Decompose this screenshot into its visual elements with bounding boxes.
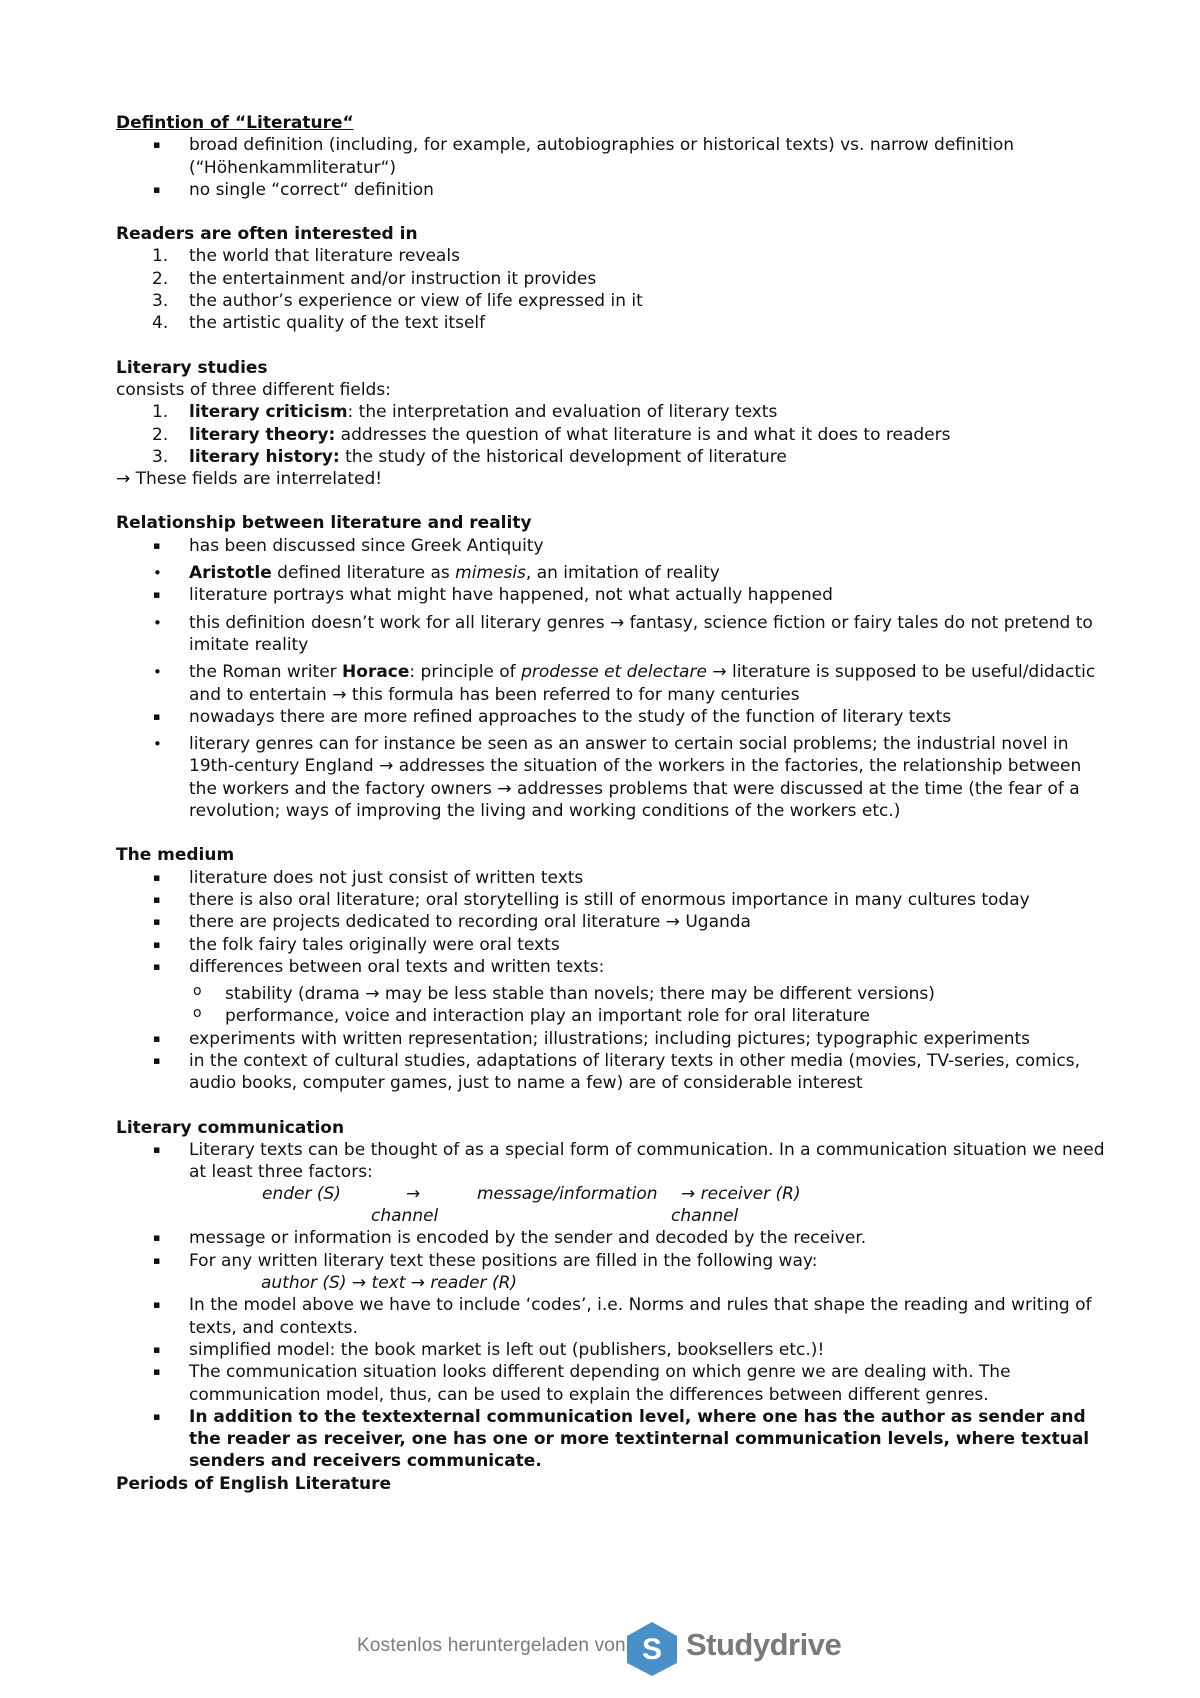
sub-list-item: o stability (drama → may be less stable than novels; there may be different versions) — [116, 983, 1106, 1005]
diagram-sender: ender (S) — [262, 1184, 341, 1205]
studydrive-brand[interactable]: Studydrive — [686, 1627, 842, 1662]
list-item: 1. the world that literature reveals — [152, 246, 460, 267]
download-footer — [0, 1615, 1200, 1677]
communication-diagram — [116, 1183, 1106, 1227]
reality-list — [116, 535, 1106, 823]
list-item: 2. the entertainment and/or instruction it provides — [152, 268, 597, 289]
list-item: ▪ simplified model: the book market is left out (publishers, booksellers etc.)! — [116, 1339, 1106, 1361]
list-item: ▪ broad definition (including, for example, autobiographies or historical texts) vs. narrow definition (“Höhenkammliteratur“) — [116, 134, 1106, 179]
list-item: ▪ in the context of cultural studies, adaptations of literary texts in other media (movies, TV-series, comics, audio books, computer games, just to name a few) are of considerable interest — [116, 1050, 1106, 1095]
list-item: ▪ differences between oral texts and written texts: — [116, 956, 1106, 978]
list-item: ▪ there are projects dedicated to recording oral literature → Uganda — [116, 911, 1106, 933]
list-item: ▪ no single “correct“ definition — [116, 179, 1106, 201]
heading-medium: The medium — [116, 845, 235, 866]
heading-literary-studies: Literary studies — [116, 357, 268, 378]
medium-list — [116, 867, 1106, 1095]
list-item: ▪ nowadays there are more refined approaches to the study of the function of literary texts — [116, 706, 1106, 728]
readers-list — [116, 245, 1106, 334]
studies-note: → These fields are interrelated! — [116, 469, 383, 490]
studies-list — [116, 401, 1106, 468]
studydrive-logo-icon — [625, 1621, 679, 1677]
list-item: 2. literary theory: addresses the question of what literature is and what it does to readers — [152, 424, 951, 445]
list-item: 3. the author’s experience or view of life expressed in it — [152, 291, 643, 312]
heading-communication: Literary communication — [116, 1117, 345, 1138]
list-item: ▪ Literary texts can be thought of as a special form of communication. In a communication situation we need at least three factors: — [116, 1139, 1106, 1184]
sub-list-item: o performance, voice and interaction play an important role for oral literature — [116, 1005, 1106, 1027]
heading-readers: Readers are often interested in — [116, 224, 418, 245]
communication-list — [116, 1139, 1106, 1184]
heading-definition: Defintion of “Literature“ — [116, 113, 354, 133]
diagram-message: message/information — [477, 1184, 658, 1205]
list-item: 1. literary criticism: the interpretation and evaluation of literary texts — [152, 402, 778, 423]
list-item: ▪ For any written literary text these positions are filled in the following way: — [116, 1250, 1106, 1272]
list-item: • the Roman writer Horace: principle of prodesse et delectare → literature is supposed to be useful/didactic and to entertain → this formula has been referred to for many centuries — [116, 661, 1106, 706]
footer-text: Kostenlos heruntergeladen von — [357, 1635, 626, 1656]
diagram-receiver: → receiver (R) — [681, 1184, 801, 1205]
document-body — [116, 112, 1106, 1495]
definition-list — [116, 134, 1106, 201]
list-item: 4. the artistic quality of the text itself — [152, 313, 486, 334]
diagram-arrow: → — [406, 1184, 421, 1205]
list-item: ▪ there is also oral literature; oral storytelling is still of enormous importance in many cultures today — [116, 889, 1106, 911]
logo-letter: S — [641, 1633, 663, 1666]
list-item: • literary genres can for instance be seen as an answer to certain social problems; the industrial novel in 19th-century England → addresses the situation of the workers in the factories, the relationship between the workers and the factory owners → addresses problems that were discussed at the time (the fear of a revolution; ways of improving the living and working conditions of the workers etc.) — [116, 733, 1106, 822]
list-item: ▪ message or information is encoded by the sender and decoded by the receiver. — [116, 1227, 1106, 1249]
heading-periods: Periods of English Literature — [116, 1473, 392, 1494]
list-item: ▪ literature portrays what might have happened, not what actually happened — [116, 584, 1106, 606]
studies-intro: consists of three different fields: — [116, 379, 391, 400]
list-item: ▪ In the model above we have to include ‘codes’, i.e. Norms and rules that shape the reading and writing of texts, and contexts. — [116, 1294, 1106, 1339]
list-item: • this definition doesn’t work for all literary genres → fantasy, science fiction or fairy tales do not pretend to imitate reality — [116, 612, 1106, 657]
diagram-channel: channel — [671, 1206, 739, 1227]
list-item: ▪ has been discussed since Greek Antiquity — [116, 535, 1106, 557]
list-item: ▪ literature does not just consist of written texts — [116, 867, 1106, 889]
list-item: ▪ experiments with written representation; illustrations; including pictures; typographic experiments — [116, 1028, 1106, 1050]
communication-formula: author (S) → text → reader (R) — [261, 1273, 518, 1294]
diagram-channel: channel — [371, 1206, 439, 1227]
list-item: ▪ The communication situation looks different depending on which genre we are dealing with. The communication model, thus, can be used to explain the differences between different genres. — [116, 1361, 1106, 1406]
list-item: 3. literary history: the study of the historical development of literature — [152, 446, 787, 467]
list-item: • Aristotle defined literature as mimesis, an imitation of reality — [116, 562, 1106, 584]
heading-reality: Relationship between literature and reality — [116, 513, 532, 534]
list-item: ▪ In addition to the textexternal communication level, where one has the author as sender and the reader as receiver, one has one or more textinternal communication levels, where textual senders and receivers communicate. — [116, 1406, 1106, 1473]
list-item: ▪ the folk fairy tales originally were oral texts — [116, 934, 1106, 956]
